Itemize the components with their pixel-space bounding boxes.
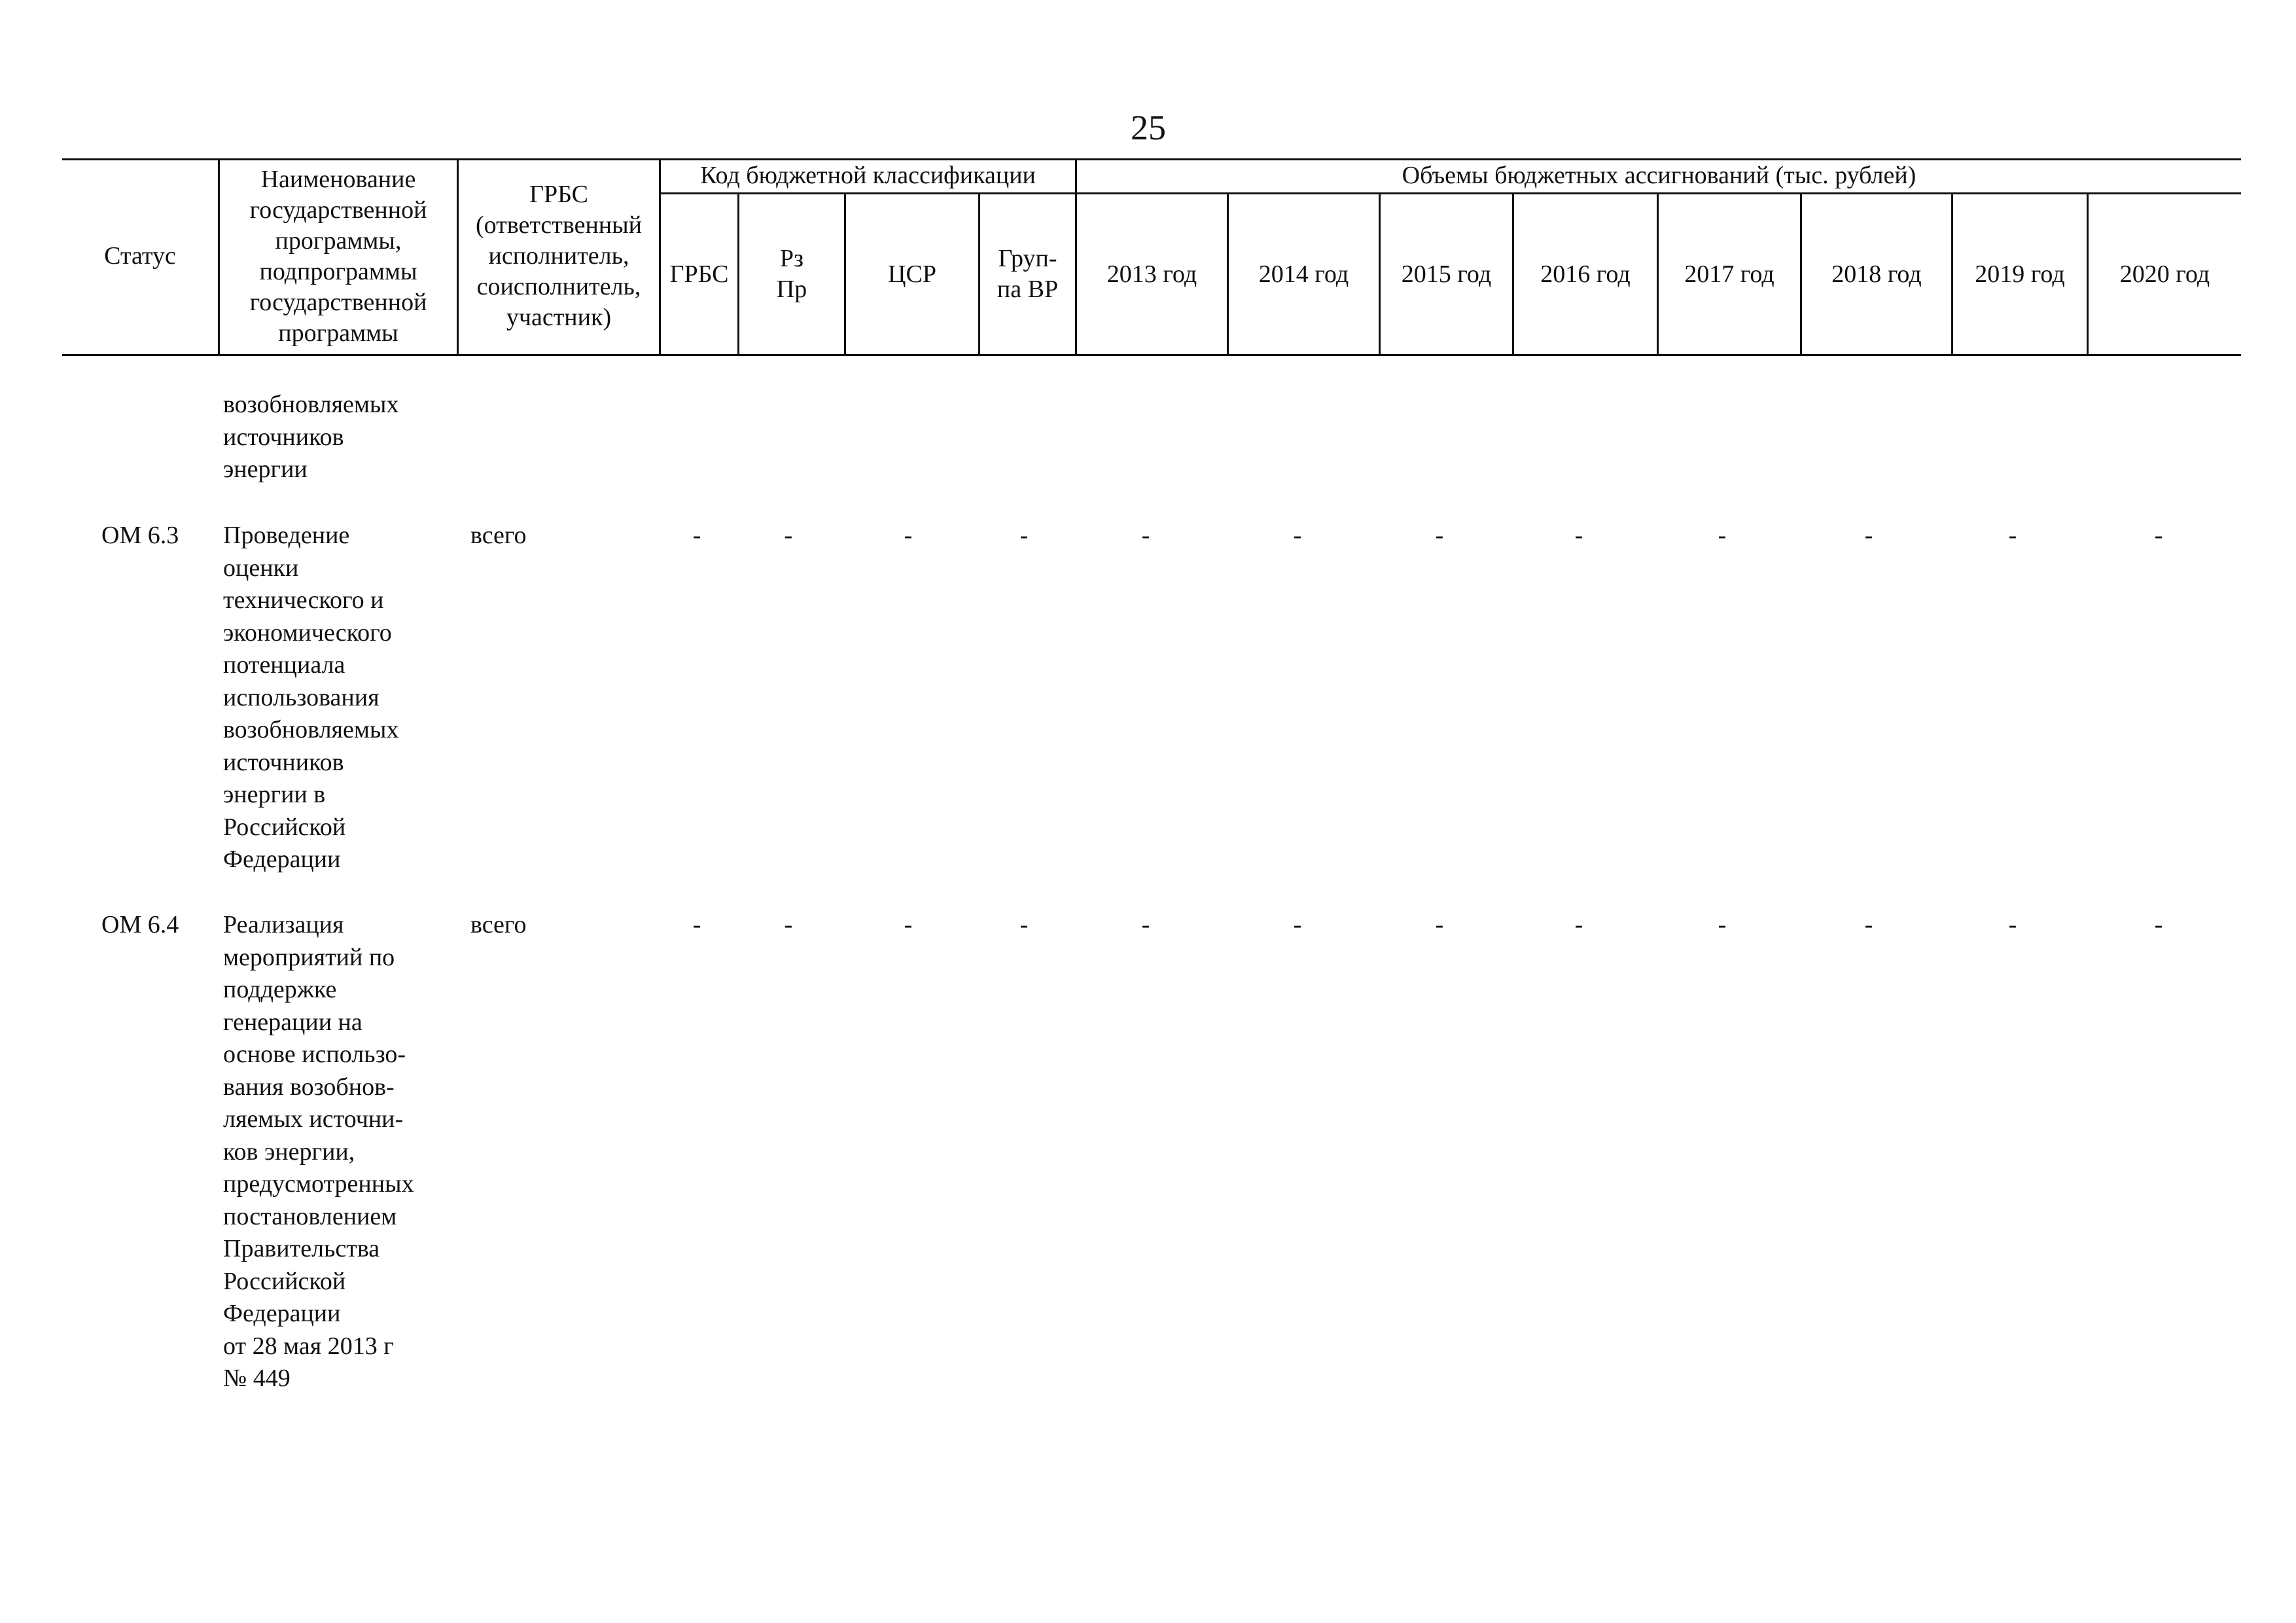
row-value: - bbox=[784, 522, 793, 549]
row-value: - bbox=[1435, 522, 1444, 549]
row-value: - bbox=[1574, 911, 1583, 938]
header-year: 2016 год bbox=[1540, 260, 1631, 288]
row-value: - bbox=[1293, 911, 1302, 938]
row-status: ОМ 6.3 bbox=[101, 522, 179, 549]
header-budget-code: Код бюджетной классификации bbox=[700, 161, 1036, 189]
row-value: - bbox=[1293, 522, 1302, 549]
row-value: - bbox=[692, 911, 701, 938]
row-value: - bbox=[692, 522, 701, 549]
continued-program-name: возобновляемых источников энергии bbox=[223, 391, 399, 483]
header-year: 2019 год bbox=[1975, 260, 2065, 288]
row-value: - bbox=[1864, 522, 1873, 549]
header-code-rzpr: Рз Пр bbox=[776, 245, 807, 303]
row-program-name: Проведение оценки технического и экономического потенциала использования возобновляемых источников энергии в Российской Федерации bbox=[223, 522, 399, 873]
header-budget-volumes: Объемы бюджетных ассигнований (тыс. рублей) bbox=[1402, 161, 1916, 189]
row-value: - bbox=[1141, 911, 1150, 938]
row-value: - bbox=[784, 911, 793, 938]
header-code-csr: ЦСР bbox=[888, 260, 936, 288]
row-value: - bbox=[1019, 911, 1029, 938]
row-status: ОМ 6.4 bbox=[101, 911, 179, 938]
header-year: 2020 год bbox=[2119, 260, 2210, 288]
header-year: 2014 год bbox=[1258, 260, 1349, 288]
row-value: - bbox=[2008, 522, 2017, 549]
row-value: - bbox=[1574, 522, 1583, 549]
header-program-name: Наименование государственной программы, подпрограммы государственной программы bbox=[249, 165, 427, 347]
page-number: 25 bbox=[1131, 108, 1166, 147]
header-grbs-responsible: ГРБС (ответственный исполнитель, соисполнитель, участник) bbox=[475, 181, 642, 331]
header-status: Статус bbox=[104, 242, 176, 270]
row-grbs: всего bbox=[470, 911, 527, 938]
row-value: - bbox=[904, 911, 913, 938]
header-year: 2018 год bbox=[1831, 260, 1922, 288]
row-value: - bbox=[1718, 522, 1727, 549]
header-year: 2013 год bbox=[1106, 260, 1197, 288]
header-code-vr: Груп- па ВР bbox=[997, 245, 1059, 303]
table-header bbox=[62, 158, 2241, 356]
row-grbs: всего bbox=[470, 522, 527, 549]
header-code-grbs: ГРБС bbox=[669, 260, 729, 288]
row-value: - bbox=[2008, 911, 2017, 938]
row-value: - bbox=[1435, 911, 1444, 938]
row-value: - bbox=[904, 522, 913, 549]
header-bottom-rule bbox=[62, 354, 2241, 356]
row-value: - bbox=[1864, 911, 1873, 938]
header-year: 2017 год bbox=[1684, 260, 1775, 288]
header-year: 2015 год bbox=[1401, 260, 1492, 288]
row-program-name: Реализация мероприятий по поддержке генерации на основе использо- вания возобнов- ляемых источни- ков энергии, предусмотренных постановлением Правительства Российской Федерации от 28 мая 2013 г № 449 bbox=[223, 911, 414, 1392]
row-value: - bbox=[1718, 911, 1727, 938]
row-value: - bbox=[2154, 522, 2163, 549]
row-value: - bbox=[1019, 522, 1029, 549]
row-value: - bbox=[2154, 911, 2163, 938]
row-value: - bbox=[1141, 522, 1150, 549]
